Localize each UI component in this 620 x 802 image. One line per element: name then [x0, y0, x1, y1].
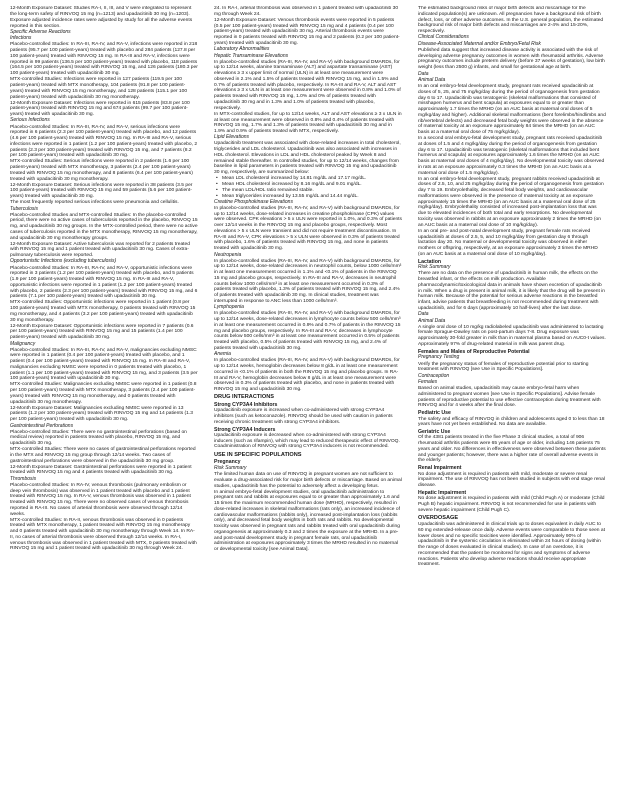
paragraph: 24. In RA-I, arterial thrombosis was observed in 1 patient treated with upadacitinib 30 mg through Week 24.: [214, 6, 399, 17]
paragraph: In placebo-controlled studies (RA-III, RA-IV, and RA-V) with background DMARDs, for up to 12/14 weeks, dose-related decreases in lymphocyte counts below 500 cells/mm³ in at least one measurement occurred in 0.9% and 0.7% of patients in the RINVOQ 15 mg and placebo groups, respectively. In RA-III and RA-V, decreases in lymphocyte counts below 500 cells/mm³ in at least one measurement occurred in 0.5% of patients treated with placebo, 0.5% of patients treated with RINVOQ 15 mg, and 2.4% of patients treated with upadacitinib 30 mg.: [214, 311, 401, 351]
paragraph: Upadacitinib exposure is decreased when co-administered with strong CYP3A4 inducers (such as rifampin), which may lead to reduced therapeutic effect of RINVOQ. Coadministration of RINVOQ with strong CYP3A4 inducers is not recommended.: [214, 432, 400, 450]
heading-data: Data: [418, 311, 429, 318]
heading-data: Data: [418, 70, 429, 77]
heading-renal-impairment: Renal Impairment: [418, 465, 462, 472]
paragraph: A single oral dose of 10 mg/kg radiolabeled upadacitinib was administered to lactating female Sprague-Dawley rats on post-partum days 7-8. Drug exposure was approximately 30-fold greater in milk than in maternal plasma based on AUC0-t values. Approximately 97% of drug-related material in milk was parent drug.: [418, 324, 606, 347]
paragraph: In placebo-controlled studies (RA-III, RA-IV, and RA-V) with background DMARDs, for up to 12/14 weeks, alanine transaminase (ALT) and aspartate transaminase (AST) elevations ≥ 3 x upper limit of normal (ULN) in at least one measurement were observed in 2.1% and 1.5% of patients treated with RINVOQ 15 mg, and in 1.5% and 0.7% of patients treated with placebo, respectively. In RA-III and RA-V, ALT and AST elevations ≥ 3 x ULN in at least one measurement were observed in 0.8% and 1.0% of patients treated with RINVOQ 15 mg, 1.0% and 0% of patients treated with upadacitinib 30 mg and in 1.3% and 1.0% of patients treated with placebo, respectively.: [214, 59, 401, 111]
heading-geriatric-use: Geriatric Use: [418, 429, 451, 436]
bullet-list: [214, 176, 402, 199]
heading-lipid-elevations: Lipid Elevations: [214, 134, 250, 141]
middle-column: [214, 6, 402, 796]
heading-infections: Infections: [10, 35, 32, 42]
paragraph: Placebo-controlled Studies: In RA-III, RA-IV, and RA-V, opportunistic infections were reported in 3 patients (1.2 per 100 patient-years) treated with placebo, and 5 patients (1.9 per 100 patient-years) treated with RINVOQ 15 mg. In RA-III and RA-V, opportunistic infections were reported in 1 patient (1.2 per 100 patient-years) treated with placebo, 2 patients (2.3 per 100 patient-years) treated with RINVOQ 15 mg, and 6 patients (7.1 per 100 patient-years) treated with upadacitinib 30 mg.: [10, 265, 198, 300]
heading-neutropenia: Neutropenia: [214, 251, 242, 258]
paragraph: Published data suggest that increased disease activity is associated with the risk of developing adverse pregnancy outcomes in women with rheumatoid arthritis. Adverse pregnancy outcomes include preterm delivery (before 37 weeks of gestation), low birth weight (less than 2500 g) infants, and small for gestational age at birth.: [418, 47, 605, 71]
paragraph: Placebo-controlled Studies and MTX-controlled Studies: In the placebo-controlled period, there were no active cases of tuberculosis reported in the placebo, RINVOQ 15 mg, and upadacitinib 30 mg groups. In the MTX-controlled period, there were no active cases of tuberculosis reported in the MTX monotherapy, RINVOQ 15 mg monotherapy, and upadacitinib 30 mg monotherapy groups.: [10, 212, 198, 241]
paragraph: Verify the pregnancy status of females of reproductive potential prior to starting treatment with RINVOQ [see Use in Specific Populations].: [418, 361, 589, 373]
paragraph: 12-Month Exposure Dataset: Opportunistic infections were reported in 7 patients (0.6 per 100 patient-years) treated with RINVOQ 15 mg and 15 patients (1.4 per 100 patient-years) treated with upadacitinib 30 mg.: [10, 323, 194, 341]
heading-malignancy: Malignancy: [10, 340, 36, 347]
paragraph: Placebo-controlled Studies: In RA-III, RA-IV, and RA-V, serious infections were reported in 6 patients (2.3 per 100 patient-years) treated with placebo, and 12 patients (4.6 per 100 patient-years) treated with RINVOQ 15 mg. In RA-III and RA-V, serious infections were reported in 1 patient (1.2 per 100 patient-years) treated with placebo, 2 patients (2.3 per 100 patient-years) treated with RINVOQ 15 mg, and 7 patients (8.2 per 100 patient-years) treated with upadacitinib 30 mg.: [10, 124, 198, 159]
paragraph: Upadacitinib was administered in clinical trials up to doses equivalent in daily AUC to 60 mg extended-release once daily. Adverse events were comparable to those seen at lower doses and no specific toxicities were identified. Approximately 90% of upadacitinib in the systemic circulation is eliminated within 24 hours of dosing (within the range of doses evaluated in clinical studies). In case of an overdose, it is recommended that the patient be monitored for signs and symptoms of adverse reactions. Patients who develop adverse reactions should receive appropriate treatment.: [418, 522, 605, 568]
heading-strong-cyp3a4-inhibitors: Strong CYP3A4 Inhibitors: [214, 401, 278, 408]
heading-gastrointestinal-perforations: Gastrointestinal Perforations: [10, 422, 74, 429]
paragraph: The estimated background risks of major birth defects and miscarriage for the indicated population(s) are unknown. All pregnancies have a background risk of birth defect, loss, or other adverse outcomes. In the U.S. general population, the estimated background risk of major birth defects and miscarriages are 2-4% and 15-20%, respectively.: [418, 6, 604, 34]
paragraph: The limited human data on use of RINVOQ in pregnant women are not sufficient to evaluate a drug-associated risk for major birth defects or miscarriage. Based on animal studies, upadacitinib has the potential to adversely affect a developing fetus.: [214, 472, 402, 489]
heading-disease-associated-maternal-and-or-embry: Disease-Associated Maternal and/or Embryo/Fetal Risk: [418, 40, 541, 47]
paragraph: The safety and efficacy of RINVOQ in children and adolescents aged 0 to less than 18 years have not yet been established. No data are available.: [418, 416, 605, 428]
paragraph: In placebo-controlled studies (RA-III, RA-IV, and RA-V) with background DMARDs, for up to 12/14 weeks, dose-related increases in creatine phosphokinase (CPK) values were observed. CPK elevations > 5 x ULN were reported in 1.0%, and 0.3% of patients over 12/14 weeks in the RINVOQ 15 mg and placebo groups, respectively. Most elevations > 5 x ULN were transient and did not require treatment discontinuation. In RA-III and RA-V, CPK elevations > 5 x ULN were observed in 0.3% of patients treated with placebo, 1.6% of patients treated with RINVOQ 15 mg, and none in patients treated with upadacitinib 30 mg.: [214, 205, 402, 252]
heading-risk-summary: Risk Summary: [418, 264, 451, 271]
heading-pediatric-use: Pediatric Use: [418, 410, 451, 417]
paragraph: 12-Month Exposure Dataset: Serious infections were reported in 38 patients (3.5 per 100 patient-years) treated with RINVOQ 15 mg and 59 patients (5.6 per 100 patient-years) treated with upadacitinib 30 mg.: [10, 182, 193, 200]
paragraph: 12-Month Exposure Dataset: Studies RA-I, II, III, and V were integrated to represent the long-term safety of RINVOQ 15 mg (n=1213) and upadacitinib 30 mg (n=1203).: [10, 6, 192, 17]
bullet-item: • Mean LDL cholesterol increased by 14.81 mg/dL and 17.17 mg/dL.: [222, 176, 402, 182]
paragraph: Exposure adjusted incidence rates were adjusted by study for all the adverse events reported in this section.: [10, 17, 193, 29]
paragraph: MTX-controlled Studies: Malignancies excluding NMSC were reported in 1 patient (0.8 per 100 patient-years) treated with MTX monotherapy, 3 patients (2.4 per 100 patient-years) treated with RINVOQ 15 mg monotherapy, and 0 patients treated with upadacitinib 30 mg monotherapy.: [10, 382, 197, 405]
paragraph: MTX-controlled Studies: Infections were reported in 127 patients (119.5 per 100 patient-years) treated with MTX monotherapy, 104 patients (91.8 per 100 patient-years) treated with RINVOQ 15 mg monotherapy, and 128 patients (115.1 per 100 patient-years) treated with upadacitinib 30 mg monotherapy.: [10, 77, 188, 100]
paragraph: Upadacitinib treatment was associated with dose-related increases in total cholesterol, triglycerides and LDL cholesterol. Upadacitinib was also associated with increases in HDL cholesterol. Elevations in LDL and HDL cholesterol peaked by Week 8 and remained stable thereafter. In controlled studies, for up to 12/14 weeks, changes from baseline in lipid parameters in patients treated with RINVOQ 15 mg and upadacitinib 30 mg, respectively, are summarized below:: [214, 141, 401, 176]
heading-females: Females: [418, 379, 438, 386]
heading-tuberculosis: Tuberculosis: [10, 205, 38, 212]
paragraph: In placebo-controlled studies (RA-III, RA-IV, and RA-V) with background DMARDs, for up to 12/14 weeks, hemoglobin decreases below 8 g/dL in at least one measurement occurred in <0.1% of patients in both the RINVOQ 15 mg and placebo groups. In RA-III and RA-V, hemoglobin decreases below 8 g/dL in at least one measurement were observed in 0.3% of patients treated with placebo, and none in patients treated with RINVOQ 15 mg and upadacitinib 30 mg.: [214, 358, 400, 393]
left-column: [10, 6, 198, 796]
paragraph: Placebo-controlled Studies: In RA-IV, venous thrombosis (pulmonary embolism or deep vein thrombosis) was observed in 1 patient treated with placebo and 1 patient treated with RINVOQ 15 mg. In RA-V, venous thrombosis was observed in 1 patient treated with RINVOQ 15 mg. There were no observed cases of venous thrombosis reported in RA-III. No cases of arterial thrombosis were observed through 12/14 weeks.: [10, 482, 191, 517]
paragraph: 12-Month Exposure Dataset: Malignancies excluding NMSC were reported in 13 patients (1.2 per 100 patient-years) treated with RINVOQ 15 mg and 14 patients (1.3 per 100 patient-years) treated with upadacitinib 30 mg.: [10, 405, 193, 423]
heading-drug-interactions: DRUG INTERACTIONS: [214, 394, 274, 401]
heading-overdosage: OVERDOSAGE: [418, 515, 459, 522]
heading-animal-data: Animal Data: [418, 77, 446, 84]
paragraph: 12-Month Exposure Dataset: Venous thrombosis events were reported in 5 patients (0.5 per 100 patient-years) treated with RINVOQ 15 mg and 4 patients (0.4 per 100 patient-years) treated with upadacitinib 30 mg. Arterial thrombosis events were reported in 0 patients treated with RINVOQ 15 mg and 2 patients (0.2 per 100 patient-years) treated with upadacitinib 30 mg.: [214, 17, 400, 46]
paragraph: 12-Month Exposure Dataset: Active tuberculosis was reported for 2 patients treated with RINVOQ 15 mg and 1 patient treated with upadacitinib 30 mg. Cases of extra-pulmonary tuberculosis were reported.: [10, 241, 190, 259]
paragraph: No dose adjustment is required in patients with mild (Child Pugh A) or moderate (Child Pugh B) hepatic impairment. RINVOQ is not recommended for use in patients with severe hepatic impairment (Child Pugh C).: [418, 496, 605, 513]
heading-lymphopenia: Lymphopenia: [214, 304, 244, 311]
bullet-item: • The mean LDL/HDL ratio remained stable.: [222, 188, 402, 194]
heading-pregnancy-testing: Pregnancy Testing: [418, 354, 460, 361]
heading-lactation: Lactation: [418, 258, 442, 265]
paragraph: In animal embryo-fetal development studies, oral upadacitinib administration to pregnant rats and rabbits at exposures equal to or greater than approximately 1.6 and 15 times the maximum recommended human dose (MRHD), respectively, resulted in dose-related increases in skeletal malformations (rats only), an increased incidence of cardiovascular malformations (rabbits only), increased post-implantation loss (rabbits only), and decreased fetal body weights in both rats and rabbits. No developmental toxicity was observed in pregnant rats and rabbits treated with oral upadacitinib during organogenesis at approximately 0.3 and 2 times the exposure at the MRHD. In a pre- and post-natal development study in pregnant female rats, oral upadacitinib administration at exposures approximately 3 times the MRHD resulted in no maternal or developmental toxicity [see Animal Data].: [214, 489, 400, 553]
heading-serious-infections: Serious Infections: [10, 117, 50, 124]
heading-laboratory-abnormalities: Laboratory Abnormalities: [214, 46, 270, 53]
paragraph: In an oral embryo-fetal development study, pregnant rabbits received upadacitinib at doses of 2.5, 10, and 25 mg/kg/day during the period of organogenesis from gestation day 7 to 19. Embryolethality, decreased fetal body weights, and cardiovascular malformations were observed in the presence of maternal toxicity at an exposure approximately 15 times the MRHD (on an AUC basis at a maternal oral dose of 25 mg/kg/day). Embryolethality consisted of increased post-implantation loss that was due to elevated incidences of both total and early resorptions. No developmental toxicity was observed in rabbits at an exposure approximately 2 times the MRHD (on an AUC basis at a maternal oral dose of 10 mg/kg/day).: [418, 176, 604, 228]
paragraph: MTX-controlled Studies: Opportunistic infections were reported in 1 patient (0.8 per 100 patient-years) treated with MTX monotherapy, 0 patients treated with RINVOQ 15 mg monotherapy, and 4 patients (3.2 per 100 patient-years) treated with upadacitinib 30 mg monotherapy.: [10, 300, 196, 323]
paragraph: MTX-controlled Studies: There were no cases of gastrointestinal perforations reported in the MTX and RINVOQ 15 mg group through 12/14 weeks. Two cases of gastrointestinal perforations were observed in the upadacitinib 30 mg group.: [10, 447, 196, 464]
paragraph: In placebo-controlled studies (RA-III, RA-IV, and RA-V) with background DMARDs, for up to 12/14 weeks, dose-related decreases in neutrophil counts, below 1000 cells/mm³ in at least one measurement occurred in 1.1% and <0.1% of patients in the RINVOQ 15 mg and placebo groups, respectively. In RA-III and RA-V, decreases in neutrophil counts below 1000 cells/mm³ in at least one measurement occurred in 0.3% of patients treated with placebo, 1.3% of patients treated with RINVOQ 15 mg, and 2.4% of patients treated with upadacitinib 30 mg. In clinical studies, treatment was interrupted in response to ANC less than 1000 cells/mm³.: [214, 258, 402, 304]
paragraph: 12-Month Exposure Dataset: Gastrointestinal perforations were reported in 1 patient treated with RINVOQ 15 mg and 4 patients treated with upadacitinib 30 mg.: [10, 464, 192, 476]
heading-risk-summary: Risk Summary: [214, 464, 247, 471]
paragraph: In an oral pre- and post-natal development study, pregnant female rats received upadacitinib at doses of 2.5, 5, and 10 mg/kg/day from gestation day 6 through lactation day 20. No maternal or developmental toxicity was observed in either mothers or offspring, respectively, at an exposure approximately 3 times the MRHD (on an AUC basis at a maternal oral dose of 10 mg/kg/day).: [418, 228, 598, 257]
paragraph: Based on animal studies, upadacitinib may cause embryo-fetal harm when administered to pregnant women [see Use in Specific Populations]. Advise female patients of reproductive potential to use effective contraception during treatment with RINVOQ and for 4 weeks after the final dose.: [418, 386, 601, 409]
paragraph: MTX-controlled Studies: In RA-II, venous thrombosis was observed in 0 patients treated with MTX monotherapy, 1 patient treated with RINVOQ 15 mg monotherapy and 0 patients treated with upadacitinib 30 mg monotherapy through Week 14. In RA-II, no cases of arterial thrombosis were observed through 12/14 weeks. In RA-I, venous thrombosis was observed in 1 patient treated with MTX, 0 patients treated with RINVOQ 15 mg and 1 patient treated with upadacitinib 30 mg through Week 24.: [10, 517, 197, 552]
paragraph: No dose adjustment is required in patients with mild, moderate or severe renal impairment. The use of RINVOQ has not been studied in subjects with end stage renal disease.: [418, 471, 605, 489]
paragraph: In a second oral embryo-fetal development study, pregnant rats received upadacitinib at doses of 1.5 and 4 mg/kg/day during the period of organogenesis from gestation day 6 to 17. Upadacitinib was teratogenic (skeletal malformations that included bent humerus and scapula) at exposures approximately 1.6 times the MRHD (on an AUC basis at maternal oral doses of 4 mg/kg/day). No developmental toxicity was observed in rats at an exposure approximately 0.3 times the MRHD (on an AUC basis at a maternal oral dose of 1.5 mg/kg/day).: [418, 136, 605, 176]
heading-creatine-phosphokinase-elevations: Creatine Phosphokinase Elevations: [214, 198, 293, 205]
heading-specific-adverse-reactions: Specific Adverse Reactions: [10, 28, 71, 35]
paragraph: 12-Month Exposure Dataset: Infections were reported in 615 patients (83.8 per 100 patient-years) treated with RINVOQ 15 mg and 674 patients (99.7 per 100 patient-years) treated with upadacitinib 30 mg.: [10, 100, 190, 118]
bullet-item: • Mean HDL cholesterol increased by 8.16 mg/dL and 9.01 mg/dL.: [222, 182, 402, 188]
heading-hepatic-impairment: Hepatic Impairment: [418, 489, 467, 496]
heading-contraception: Contraception: [418, 372, 450, 379]
paragraph: MTX-controlled Studies: Serious infections were reported in 2 patients (1.6 per 100 patient-years) treated with MTX monotherapy, 3 patients (2.4 per 100 patient-years) treated with RINVOQ 15 mg monotherapy, and 8 patients (6.4 per 100 patient-years) treated with upadacitinib 30 mg monotherapy.: [10, 159, 193, 182]
heading-pregnancy: Pregnancy: [214, 459, 241, 466]
paragraph: Placebo-controlled Studies: In RA-III, RA-IV, and RA-V, malignancies excluding NMSC were reported in 1 patient (0.4 per 100 patient-years) treated with placebo, and 1 patient (0.4 per 100 patient-years) treated with RINVOQ 15 mg. In RA-III and RA-V, malignancies excluding NMSC were reported in 0 patients treated with placebo, 1 patient (1.1 per 100 patient-years) treated with RINVOQ 15 mg, and 3 patients (3.5 per 100 patient-years) treated with upadacitinib 30 mg.: [10, 347, 198, 382]
paragraph: The most frequently reported serious infections were pneumonia and cellulitis.: [10, 200, 179, 206]
paragraph: Placebo-controlled Studies: There were no gastrointestinal perforations (based on medical review) reported in patients treated with placebo, RINVOQ 15 mg, and upadacitinib 30 mg.: [10, 429, 187, 447]
paragraph: There are no data on the presence of upadacitinib in human milk, the effects on the breastfed infant, or the effects on milk production. Available pharmacodynamic/toxicological data in animals have shown excretion of upadacitinib in milk. When a drug is present in animal milk, it is likely that the drug will be present in human milk. Because of the potential for serious adverse reactions in the breastfed infant, advise patients that breastfeeding is not recommended during treatment with upadacitinib, and for 6 days (approximately 10 half-lives) after the last dose.: [418, 271, 606, 311]
heading-use-in-specific-populations: USE IN SPECIFIC POPULATIONS: [214, 451, 302, 458]
paragraph: In an oral embryo-fetal development study, pregnant rats received upadacitinib at doses of 5, 25, and 75 mg/kg/day during the period of organogenesis from gestation day 6 to 17. Upadacitinib was teratogenic (skeletal malformations that consisted of misshapen humerus and bent scapula) at exposures equal to or greater than approximately 1.7 times the MRHD (on an AUC basis at maternal oral doses of 5 mg/kg/day and higher). Additional skeletal malformations (bent forelimbs/hindlimbs and rib/vertebral defects) and decreased fetal body weights were observed in the absence of maternal toxicity at an exposure approximately 84 times the MRHD (on an AUC basis at a maternal oral dose of 75 mg/kg/day).: [418, 84, 606, 136]
heading-clinical-considerations: Clinical Considerations: [418, 34, 469, 41]
paragraph: Upadacitinib exposure is increased when co-administered with strong CYP3A4 inhibitors (such as ketoconazole). RINVOQ should be used with caution in patients receiving chronic treatment with strong CYP3A4 inhibitors.: [214, 408, 393, 425]
heading-opportunistic-infections-excluding-tuber: Opportunistic Infections (excluding tuberculosis): [10, 258, 117, 265]
bullet-item: • Mean triglycerides increased by 13.55 mg/dL and 14.44 mg/dL.: [222, 194, 402, 200]
heading-strong-cyp3a4-inducers: Strong CYP3A4 Inducers: [214, 426, 276, 433]
heading-anemia: Anemia: [214, 351, 231, 358]
heading-animal-data: Animal Data: [418, 317, 446, 324]
right-column: [418, 6, 606, 796]
heading-thrombosis: Thrombosis: [10, 475, 37, 482]
heading-females-and-males-of-reproductive-potent: Females and Males of Reproductive Potential: [418, 348, 530, 355]
paragraph: Placebo-controlled Studies: In RA-III, RA-IV, and RA-V, infections were reported in 218 patients (95.7 per 100 patient-years) treated with placebo and 284 patients (127.8 per 100 patient-years) treated with RINVOQ 15 mg. In RA-III and RA-V, infections were reported in 99 patients (136.5 per 100 patient-years) treated with placebo, 118 patients (164.5 per 100 patient-years) treated with RINVOQ 15 mg, and 126 patients (180.3 per 100 patient-years) treated with upadacitinib 30 mg.: [10, 42, 198, 77]
paragraph: Of the 4381 patients treated in the five Phase 3 clinical studies, a total of 906 rheumatoid arthritis patients were 65 years of age or older, including 146 patients 75 years and older. No differences in effectiveness were observed between these patients and younger patients; however, there was a higher rate of overall adverse events in the elderly.: [418, 435, 606, 464]
paragraph: In MTX-controlled studies, for up to 12/14 weeks, ALT and AST elevations ≥ 3 x ULN in at least one measurement were observed in 0.8% and 0.4% of patients treated with RINVOQ 15 mg, 1.7% and 1.3% of patients treated with upadacitinib 30 mg and in 1.9% and 0.9% of patients treated with MTX, respectively.: [214, 111, 402, 135]
heading-hepatic-transaminase-elevations: Hepatic Transaminase Elevations: [214, 52, 289, 59]
